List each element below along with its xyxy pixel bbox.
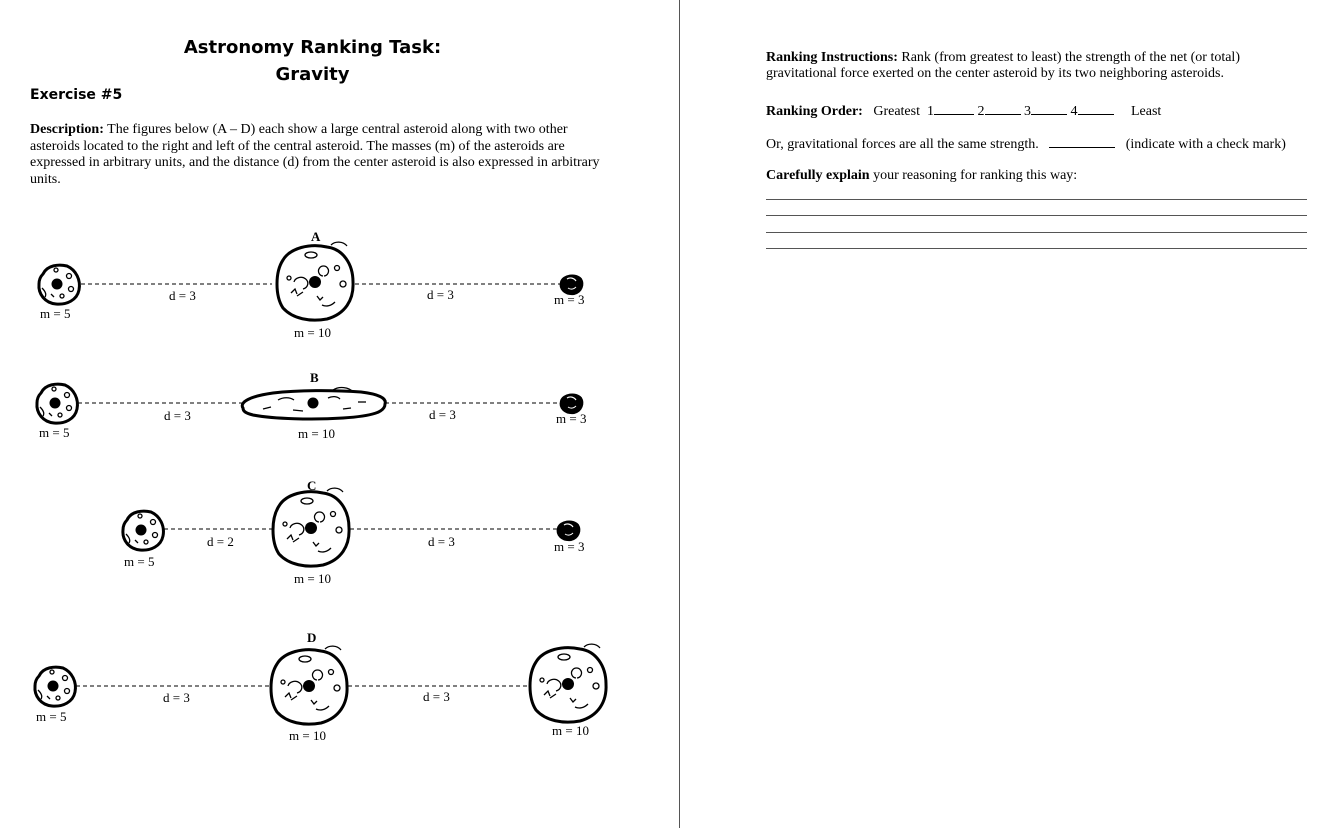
answer-line-2[interactable] [766, 215, 1307, 216]
ranking-instructions-label: Ranking Instructions: [766, 50, 898, 65]
figure-b [37, 384, 582, 423]
title-line-1: Astronomy Ranking Task: [183, 37, 442, 58]
explain-row [766, 168, 1077, 184]
explain-text: your reasoning for ranking this way: [873, 168, 1078, 183]
description-text: The figures below (A – D) each show a large central asteroid along with two other asteroids located to the right and left of the central asteroid. The masses (m) of the asteroids are expressed in arbitrary units, and the distance (d) from the center asteroid is also expressed in arbitrary units. [30, 122, 600, 187]
figure-a-center-mass: m = 10 [294, 325, 331, 340]
answer-line-4[interactable] [766, 248, 1307, 249]
figure-c-center-mass: m = 10 [294, 571, 331, 586]
figure-a [39, 242, 585, 320]
figure-d-left-distance: d = 3 [163, 690, 190, 705]
answer-line-1[interactable] [766, 199, 1307, 200]
figure-a-left-mass: m = 5 [40, 306, 71, 321]
figure-b-center-mass: m = 10 [298, 426, 335, 441]
figure-d [35, 644, 606, 724]
figure-d-center-asteroid [271, 646, 347, 724]
ranking-order-label: Ranking Order: [766, 104, 863, 119]
rank-1-number: 1 [927, 104, 934, 119]
rank-2-blank[interactable] [985, 102, 1021, 115]
same-strength-check-blank[interactable] [1049, 135, 1115, 148]
figure-a-right-mass: m = 3 [554, 292, 585, 307]
same-strength-text: Or, gravitational forces are all the same strength. [766, 137, 1039, 152]
explain-label: Carefully explain [766, 168, 870, 183]
rank-3-number: 3 [1024, 104, 1031, 119]
figure-a-left-asteroid [39, 265, 80, 304]
figure-b-left-distance: d = 3 [164, 408, 191, 423]
figure-c [123, 488, 579, 566]
figure-a-left-distance: d = 3 [169, 288, 196, 303]
figure-d-left-asteroid [35, 667, 76, 706]
figure-d-right-asteroid [530, 644, 606, 722]
title-line-2: Gravity [275, 64, 350, 85]
figure-b-center-asteroid [242, 388, 385, 419]
figure-c-letter: C [307, 478, 317, 493]
figure-a-letter: A [311, 229, 321, 244]
rank-2-number: 2 [977, 104, 985, 119]
description-label: Description: [30, 122, 104, 137]
exercise-label: Exercise #5 [30, 87, 123, 103]
figure-c-left-asteroid [123, 511, 164, 550]
figure-b-letter: B [310, 370, 319, 385]
figure-d-right-mass: m = 10 [552, 723, 589, 738]
rank-1-blank[interactable] [934, 102, 974, 115]
rank-4-blank[interactable] [1078, 102, 1114, 115]
figure-d-center-mass: m = 10 [289, 728, 326, 743]
figure-b-right-distance: d = 3 [429, 407, 456, 422]
figure-a-center-asteroid [277, 242, 353, 320]
figure-b-left-asteroid [37, 384, 78, 423]
rank-3-blank[interactable] [1031, 102, 1067, 115]
figure-c-left-mass: m = 5 [124, 554, 155, 569]
figure-c-right-mass: m = 3 [554, 539, 585, 554]
figure-c-center-asteroid [273, 488, 349, 566]
figure-b-right-mass: m = 3 [556, 411, 587, 426]
ranking-instructions-text: Rank (from greatest to least) the strength of the net (or total) gravitational force exerted on the center asteroid by its two neighboring asteroids. [766, 50, 1240, 81]
same-strength-row [766, 135, 1286, 153]
rank-4-number: 4 [1070, 104, 1078, 119]
figure-a-right-distance: d = 3 [427, 287, 454, 302]
ranking-least: Least [1131, 104, 1162, 119]
ranking-instructions [766, 50, 1306, 82]
ranking-order-row [766, 102, 1161, 120]
figure-d-left-mass: m = 5 [36, 709, 67, 724]
figure-c-left-distance: d = 2 [207, 534, 234, 549]
figure-b-left-mass: m = 5 [39, 425, 70, 440]
answer-line-3[interactable] [766, 232, 1307, 233]
same-strength-hint: (indicate with a check mark) [1125, 137, 1286, 152]
figure-d-right-distance: d = 3 [423, 689, 450, 704]
figure-d-letter: D [307, 630, 317, 645]
figure-c-right-distance: d = 3 [428, 534, 455, 549]
ranking-greatest: Greatest [873, 104, 920, 119]
figure-c-right-asteroid [558, 521, 580, 540]
